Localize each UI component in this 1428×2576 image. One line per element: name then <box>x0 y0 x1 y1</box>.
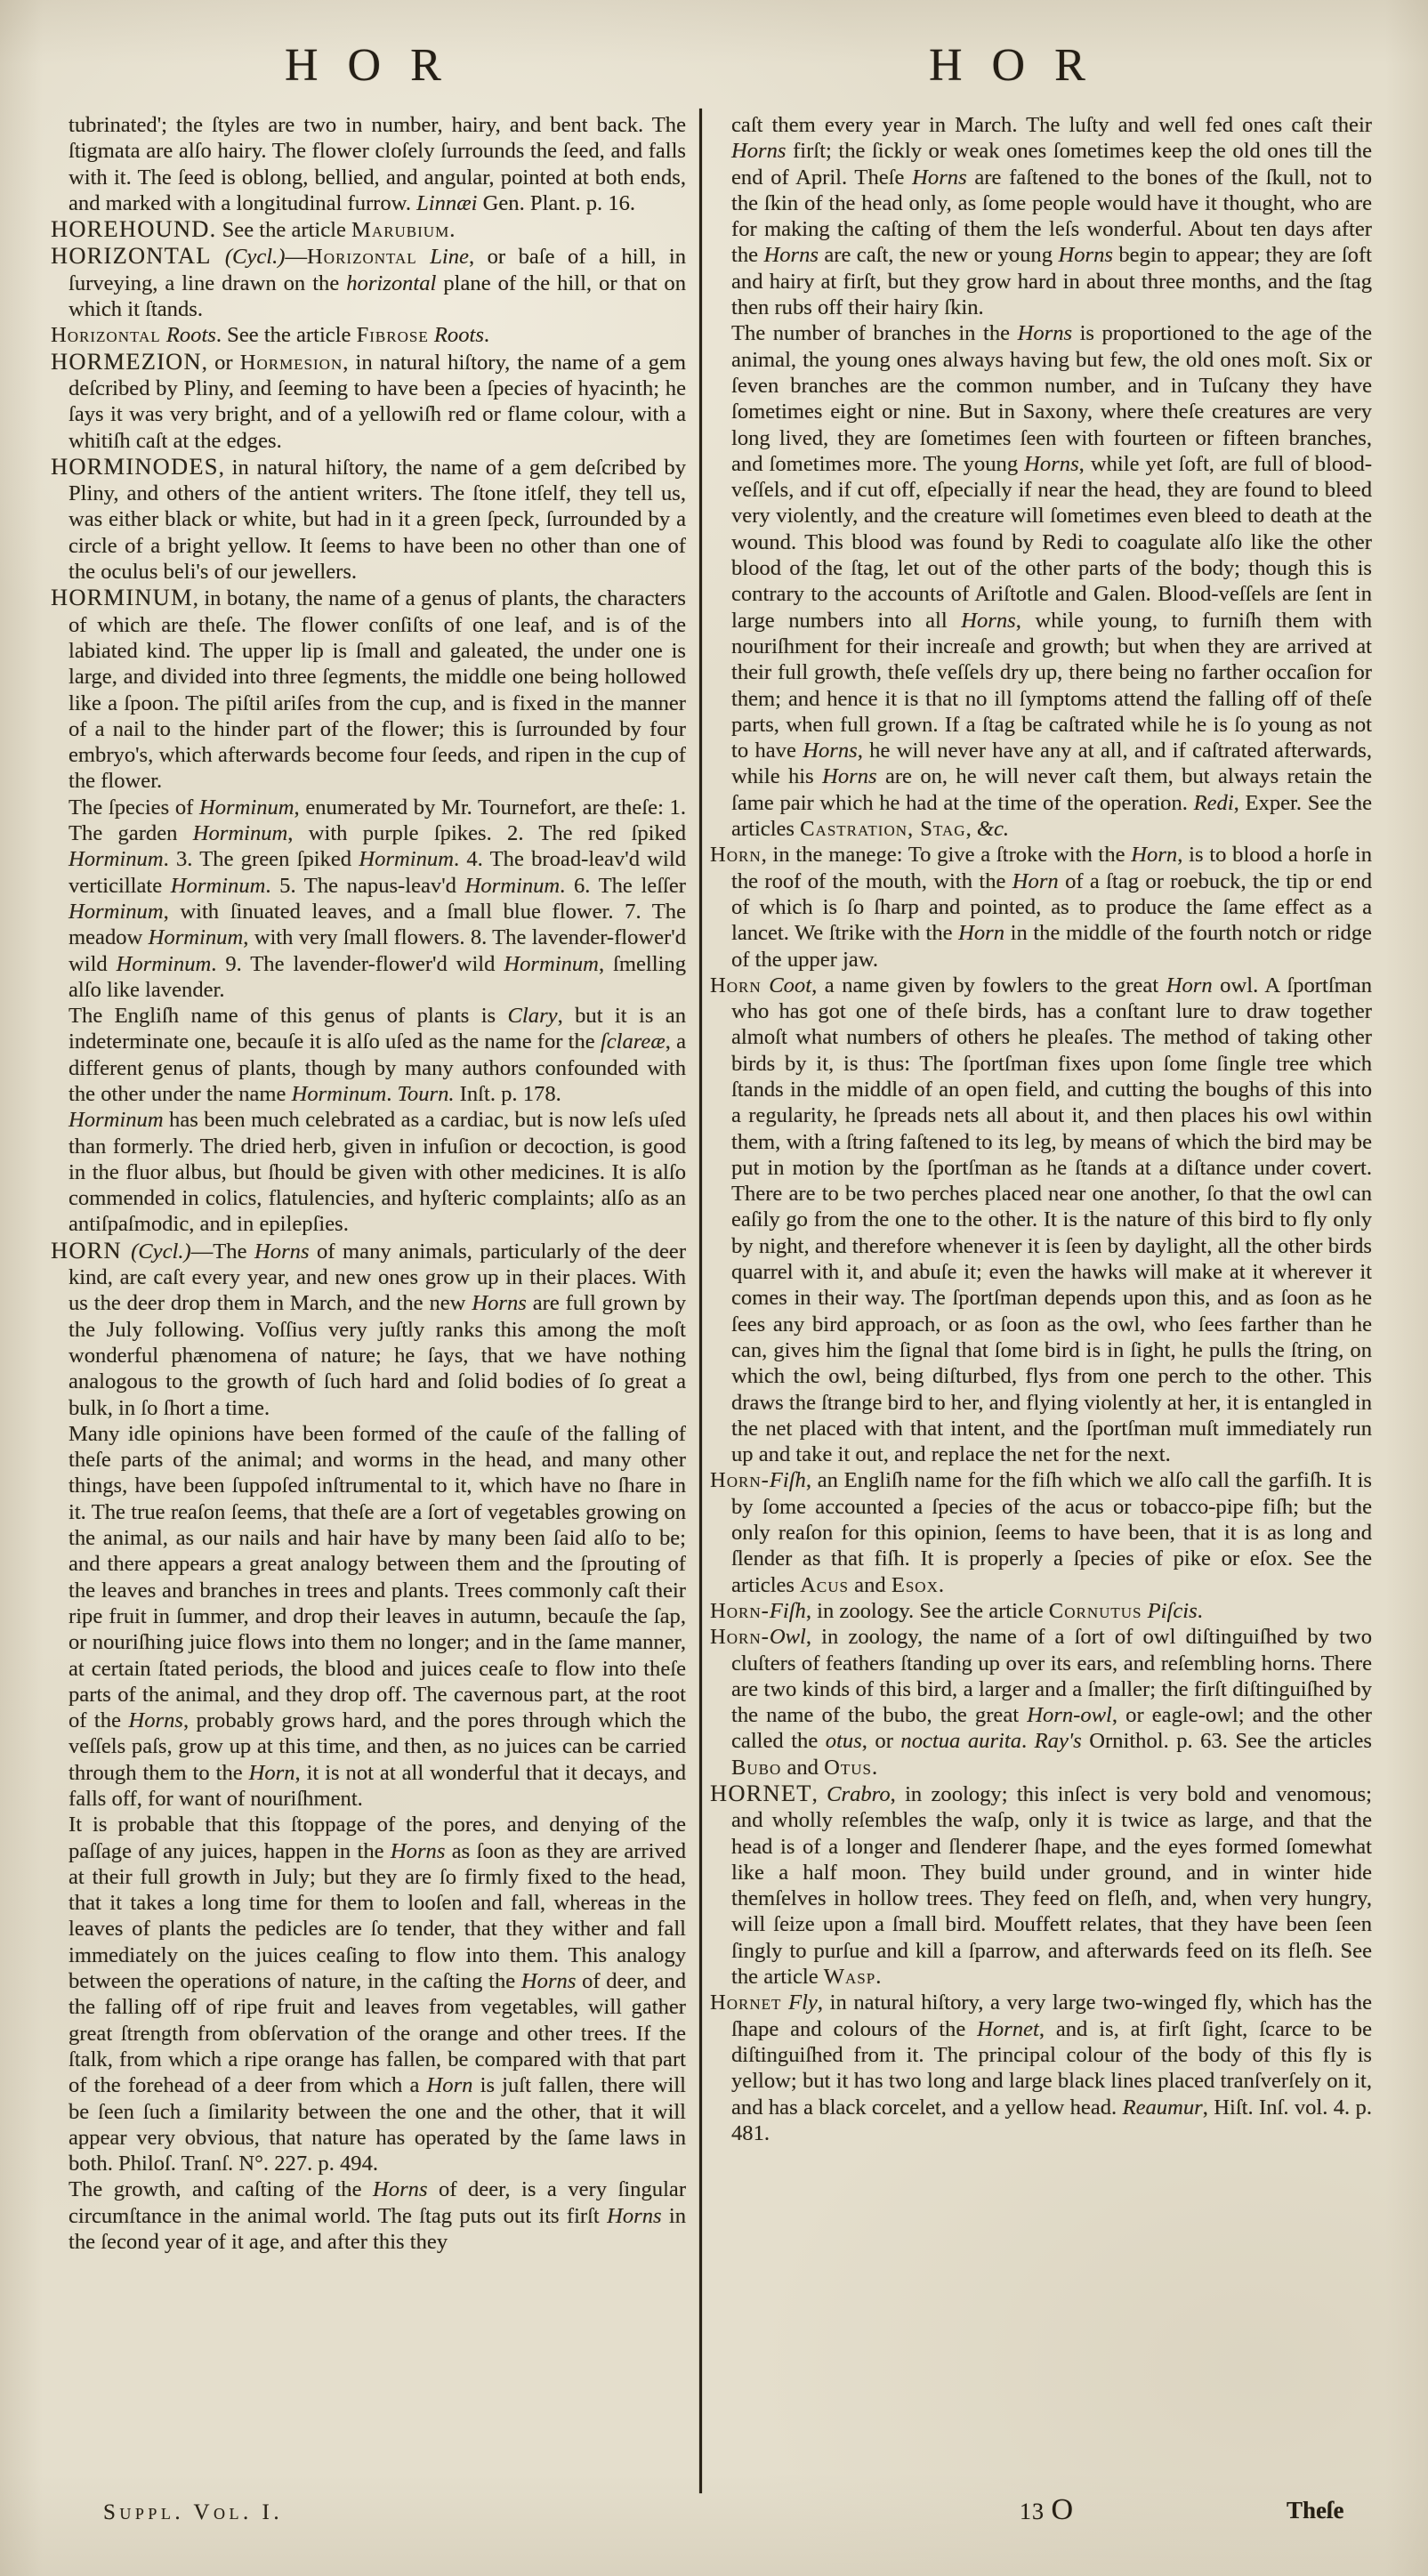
paragraph-idle-opinions: Many idle opinions have been formed of the cauſe of the falling of theſe parts of the animal; and worms in the head, and many other things, have been ſuppoſed inſtrumental to it, which have no ſhare in it. The true reaſon ſeems, that theſe are a ſort of vegetables growing on the animal, as our nails and hair have by many been ſaid alſo to be; and there appears a great analogy between them and the ſprouting of the leaves and branches in trees and plants. Trees commonly caſt their ripe fruit in ſummer, and drop their leaves in autumn, becauſe the ſap, or nouriſhing juice flows into them no longer; and in the ſame manner, at certain ſtated periods, the blood and juices ceaſe to flow into theſe parts of the animal, and they drop off. The cavernous part, at the root of the Horns, probably grows hard, and the pores through which the veſſels paſs, grow up at this time, and then, as no juices can be carried through them to the Horn, it is not at all wonderful that it decays, and falls off, for want of nouriſhment. <box>69 1421 686 1811</box>
continuation-cast-them: caſt them every year in March. The luſty and well fed ones caſt their Horns firſt; the ſickly or weak ones ſometimes keep the old ones till the end of April. Theſe Horns are faſtened to the bones of the ſkull, not to the ſkin of the head only, as ſome people would have it thought, who are for making the caſting of them the leſs wonderful. About ten days after the Horns are caſt, the new or young Horns begin to appear; they are ſoft and hairy at firſt, but they grow hard in about three months, and the ſtag then rubs off their hairy ſkin. <box>731 113 1372 320</box>
entry-horn-fish: Horn-Fiſh, an Engliſh name for the fiſh which we alſo call the garfiſh. It is by ſome accounted a ſpecies of the acus or tobacco-pipe fiſh; but the only reaſon for this opinion, ſeems to have been, that it is as long and ſlender as that fiſh. It is properly a ſpecies of pike or eſox. See the articles Acus and Esox. <box>710 1468 1372 1597</box>
paragraph-stoppage: It is probable that this ſtoppage of the pores, and denying of the paſſage of any juices, happen in the Horns as ſoon as they are arrived at their full growth in July; but they are ſo firmly fixed to the head, that it takes a long time for them to looſen and fall, whereas in the leaves of plants the pedicles are ſo tender, that they wither and fall immediately on the juices ceaſing to flow into them. This analogy between the operations of nature, in the caſting the Horns of deer, and the falling off of ripe fruit and leaves from vegetables, will gather great ſtrength from obſervation of the orange and other trees. If the ſtalk, from which a ripe orange has fallen, be compared with that part of the forehead of a deer from which a Horn is juſt fallen, there will be ſeen ſuch a ſimilarity between the one and the other, that it will appear very obvious, that nature has operated by the ſame laws in both. Philoſ. Tranſ. N°. 227. p. 494. <box>69 1813 686 2176</box>
paragraph-horminum-medical: Horminum has been much celebrated as a cardiac, but is now leſs uſed than formerly. The dried herb, given in infuſion or decoction, is good in the fluor albus, but ſhould be given with other medicines. It is alſo commended in colics, flatulencies, and hyſteric complaints; alſo as an antiſpaſmodic, and in epilepſies. <box>69 1108 686 1237</box>
entry-horminum: HORMINUM, in botany, the name of a genus of plants, the characters of which are theſe. The flower conſiſts of one leaf, and is of the labiated kind. The upper lip is ſmall and galeated, the under one is large, and divided into three ſegments, the middle one being hollowed like a ſpoon. The piſtil ariſes from the cup, and is fixed in the manner of a nail to the hinder part of the flower; this is ſurrounded by four embryo's, which afterwards become four ſeeds, and ripen in the cup of the flower. <box>51 584 686 794</box>
column-divider-rule <box>699 109 702 2493</box>
entry-hornet: HORNET, Crabro, in zoology; this inſect is very bold and venomous; and wholly reſembles the waſp, only it is twice as large, and that the head is of a longer and ſlenderer ſhape, and the eyes formed ſomewhat like a half moon. They build under ground, and in winter hide themſelves in hollow trees. They feed on fleſh, and, when very hungry, will ſeize upon a ſmall bird. Mouffett relates, that they have been ſeen ſingly to purſue and kill a ſparrow, and afterwards feed on its fleſh. See the article Wasp. <box>710 1780 1372 1990</box>
entry-horn-coot: Horn Coot, a name given by fowlers to the great Horn owl. A ſportſman who has got one of theſe birds, has a conſtant lure to draw together almoſt what numbers of others he pleaſes. The method of taking other birds by it, is thus: The ſportſman fixes upon ſome ſingle tree which ſtands in the middle of an open field, and cutting the boughs of this into a regularity, he ſpreads nets all about it, and then places his owl within them, with a ſtring faſtened to its leg, by means of which the bird may be put in motion by the ſportſman as he ſtands at a diſtance under covert. There are to be two perches placed near one another, ſo that the owl can eaſily go from the one to the other. It is the nature of this bird to fly only by night, and therefore whenever it is ſeen by daylight, all the other birds quarrel with it, and abuſe it; even the hawks will make at it wherever it comes in their way. The ſportſman depends upon this, and as ſoon as he ſees any bird approach, or as ſoon as the owl, who ſees farther than he can, gives him the ſignal that ſome bird is in ſight, he pulls the ſtring, on which the owl, being diſturbed, flys from one perch to the other. This draws the ſtrange bird to her, and flying violently at her, it is entangled in the net placed with that intent, and the ſportſman muſt immediately run up and take it out, and replace the net for the next. <box>710 973 1372 1467</box>
entry-horn: HORN (Cycl.)—The Horns of many animals, particularly of the deer kind, are caſt every year, and new ones grow up in their places. With us the deer drop them in March, and the new Horns are full grown by the July following. Voſſius very juſtly ranks this among the moſt wonderful phænomena of nature; he ſays, that we have nothing analogous to the growth of ſuch hard and ſolid bodies of ſo great a bulk, in ſo ſhort a time. <box>51 1236 686 1420</box>
continuation-turbinated: tubrinated'; the ſtyles are two in number, hairy, and bent back. The ſtigmata are alſo hairy. The flower cloſely ſurrounds the ſeed, and falls with it. The ſeed is oblong, bellied, and angular, pointed at both ends, and marked with a longitudinal furrow. Linnæi Gen. Plant. p. 16. <box>69 113 686 215</box>
paragraph-number-of-branches: The number of branches in the Horns is proportioned to the age of the animal, the young ones always having but few, the old ones moſt. Six or ſeven branches are the common number, and in Tuſcany they have ſometimes eight or nine. But in Saxony, where theſe creatures are very long lived, they are ſometimes ſeen with fourteen or fifteen branches, and ſometimes more. The young Horns, while yet ſoft, are full of blood-veſſels, and if cut off, eſpecially if near the head, they are found to bleed very violently, and the creature will ſometimes even bleed to death at the wound. This blood was found by Redi to coagulate alſo like the other blood of the ſtag, let out of the other parts of the body; though this is contrary to the accounts of Ariſtotle and Galen. Blood-veſſels are ſent in large numbers into all Horns, while young, to furniſh them with nouriſhment for their increaſe and growth; but when they are arrived at their full growth, theſe veſſels dry up, there being no farther occaſion for them; and hence it is that no ill ſymptoms attend the falling off of theſe parts, when full grown. If a ſtag be caſtrated while he is ſo young as not to have Horns, he will never have any at all, and if caſtrated afterwards, while his Horns are on, he will never caſt them, but always retain the ſame pair which he had at the time of the operation. Redi, Exper. See the articles Castration, Stag, &c. <box>731 321 1372 842</box>
entry-horn-fish-zoology: Horn-Fiſh, in zoology. See the article Cornutus Piſcis. <box>710 1598 1203 1623</box>
paragraph-horminum-species: The ſpecies of Horminum, enumerated by Mr. Tournefort, are theſe: 1. The garden Horminum, with purple ſpikes. 2. The red ſpiked Horminum. 3. The green ſpiked Horminum. 4. The broad-leav'd wild verticillate Horminum. 5. The napus-leav'd Horminum. 6. The leſſer Horminum, with ſinuated leaves, and a ſmall blue flower. 7. The meadow Horminum, with very ſmall flowers. 8. The lavender-flower'd wild Horminum. 9. The lavender-flower'd wild Horminum, ſmelling alſo like lavender. <box>69 795 686 1002</box>
column-right <box>710 112 1372 2493</box>
catchword: Theſe <box>1287 2497 1344 2524</box>
entry-hornet-fly: Hornet Fly, in natural hiſtory, a very large two-winged fly, which has the ſhape and colours of the Hornet, and is, at firſt ſight, ſcarce to be diſtinguiſhed from it. The principal colour of the body of this fly is yellow; but it has two long and large black lines placed tranſverſely on it, and has a black corcelet, and a yellow head. Reaumur, Hiſt. Inſ. vol. 4. p. 481. <box>710 1991 1372 2145</box>
entry-horizontal-roots: Horizontal Roots. See the article Fibrose Roots. <box>51 323 490 348</box>
entry-horn-manege: Horn, in the manege: To give a ſtroke with the Horn, is to blood a horſe in the roof of the mouth, with the Horn of a ſtag or roebuck, the tip or end of which is ſo ſharp and pointed, as to produce the ſame effect as a lancet. We ſtrike with the Horn in the middle of the fourth notch or ridge of the upper jaw. <box>710 843 1372 972</box>
entry-horminodes: HORMINODES, in natural hiſtory, the name of a gem deſcribed by Pliny, and others of the antient writers. The ſtone itſelf, they tell us, was either black or white, but had in it a green ſpeck, ſurrounded by a circle of a bright yellow. It ſeems to have been no other than one of the oculus beli's of our jewellers. <box>51 452 686 585</box>
gathering-mark: 13 O <box>1020 2493 1075 2526</box>
paragraph-english-name: The Engliſh name of this genus of plants is Clary, but it is an indeterminate one, becauſe it is alſo uſed as the name for the ſclareæ, a different genus of plants, though by many authors confounded with the other under the name Horminum. Tourn. Inſt. p. 178. <box>69 1004 686 1106</box>
running-head-right: H O R <box>929 40 1094 91</box>
entry-hormezion: HORMEZION, or Hormesion, in natural hiſtory, the name of a gem deſcribed by Pliny, and ſeeming to have been a ſpecies of hyacinth; he ſays it was very bright, and of a yellowiſh red or flame colour, with a whitiſh caſt at the edges. <box>51 347 686 453</box>
entry-horizontal: HORIZONTAL (Cycl.)—Horizontal Line, or baſe of a hill, in ſurveying, a line drawn on the horizontal plane of the hill, or that on which it ſtands. <box>51 242 686 322</box>
entry-horehound: HOREHOUND. See the article Marubium. <box>51 215 456 243</box>
signature-line: Suppl. Vol. I. <box>103 2500 284 2524</box>
entry-horn-owl: Horn-Owl, in zoology, the name of a ſort of owl diſtinguiſhed by two cluſters of feathers ſtanding up over its ears, and reſembling horns. There are two kinds of this bird, a larger and a ſmaller; the firſt diſtinguiſhed by the name of the bubo, the great Horn-owl, or eagle-owl; and the other called the otus, or noctua aurita. Ray's Ornithol. p. 63. See the articles Bubo and Otus. <box>710 1625 1372 1780</box>
running-head-left: H O R <box>285 40 450 91</box>
column-left <box>51 112 686 2493</box>
paragraph-growth-casting: The growth, and caſting of the Horns of deer, is a very ſingular circumſtance in the animal world. The ſtag puts out its firſt Horns in the ſecond year of it age, and after this they <box>69 2177 686 2255</box>
